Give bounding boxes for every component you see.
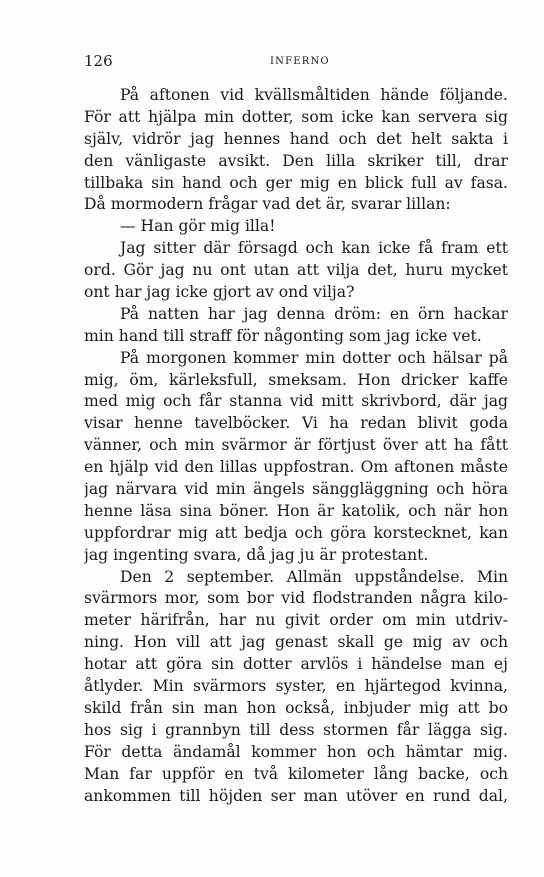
text-line: För att hjälpa min dotter, som icke kan servera sig bbox=[84, 107, 508, 126]
text-line: själv, vidrör jag hennes hand och det helt sakta i bbox=[84, 129, 508, 148]
text-line: På aftonen vid kvällsmåltiden hände följande. bbox=[120, 86, 508, 104]
text-line: svärmors mor, som bor vid flodstranden några kilo- bbox=[84, 589, 508, 608]
page-number: 126 bbox=[84, 52, 113, 70]
text-line: med mig och får stanna vid mitt skrivbord, där jag bbox=[84, 392, 508, 411]
text-line: ankommen till höjden ser man utöver en rund dal, bbox=[84, 786, 508, 805]
text-line: — Han gör mig illa! bbox=[120, 217, 276, 236]
text-line: För detta ändamål kommer hon och hämtar mig. bbox=[84, 742, 508, 761]
text-line: ning. Hon vill att jag genast skall ge mig av och bbox=[84, 633, 508, 652]
text-line: Den 2 september. Allmän uppståndelse. Min bbox=[120, 567, 508, 586]
text-line: uppfordrar mig att bedja och göra korstecknet, kan bbox=[84, 523, 508, 542]
text-line: en hjälp vid den lillas uppfostran. Om aftonen måste bbox=[84, 458, 508, 477]
body-text bbox=[84, 85, 508, 807]
text-line: På morgonen kommer min dotter och hälsar på bbox=[120, 348, 508, 367]
text-line: ord. Gör jag nu ont utan att vilja det, huru mycket bbox=[84, 261, 508, 280]
running-head bbox=[84, 52, 508, 72]
text-line: jag närvara vid min ängels sänggläggning och höra bbox=[84, 480, 508, 499]
text-line: Då mormodern frågar vad det är, svarar lillan: bbox=[84, 195, 451, 214]
text-line: jag ingenting svara, då jag ju är protestant. bbox=[84, 545, 429, 564]
text-line: åtlyder. Min svärmors syster, en hjärtegod kvinna, bbox=[84, 677, 508, 696]
text-line: ont har jag icke gjort av ond vilja? bbox=[84, 283, 355, 302]
text-line: den vänligaste avsikt. Den lilla skriker till, drar bbox=[84, 151, 508, 170]
text-line: skild från sin man hon också, inbjuder mig att bo bbox=[84, 698, 508, 717]
text-line: henne läsa sina böner. Hon är katolik, och när hon bbox=[84, 501, 508, 520]
text-line: Jag sitter där försagd och kan icke få fram ett bbox=[120, 239, 508, 258]
text-line: Man far uppför en två kilometer lång backe, och bbox=[84, 764, 508, 783]
text-line: mig, öm, kärleksfull, smeksam. Hon dricker kaffe bbox=[84, 370, 508, 389]
text-line: På natten har jag denna dröm: en örn hackar bbox=[120, 304, 508, 323]
text-line: visar henne tavelböcker. Vi ha redan blivit goda bbox=[84, 414, 508, 433]
text-line: vänner, och min svärmor är förtjust över att ha fått bbox=[84, 436, 508, 455]
text-line: tillbaka sin hand och ger mig en blick full av fasa. bbox=[84, 173, 508, 192]
text-line: hos sig i grannbyn till dess stormen får lägga sig. bbox=[84, 720, 508, 739]
text-line: meter härifrån, har nu givit order om min utdriv- bbox=[84, 611, 508, 630]
text-line: min hand till straff för någonting som jag icke vet. bbox=[84, 326, 482, 345]
running-title: INFERNO bbox=[270, 56, 330, 67]
text-line: hotar att göra sin dotter arvlös i händelse man ej bbox=[84, 655, 508, 674]
